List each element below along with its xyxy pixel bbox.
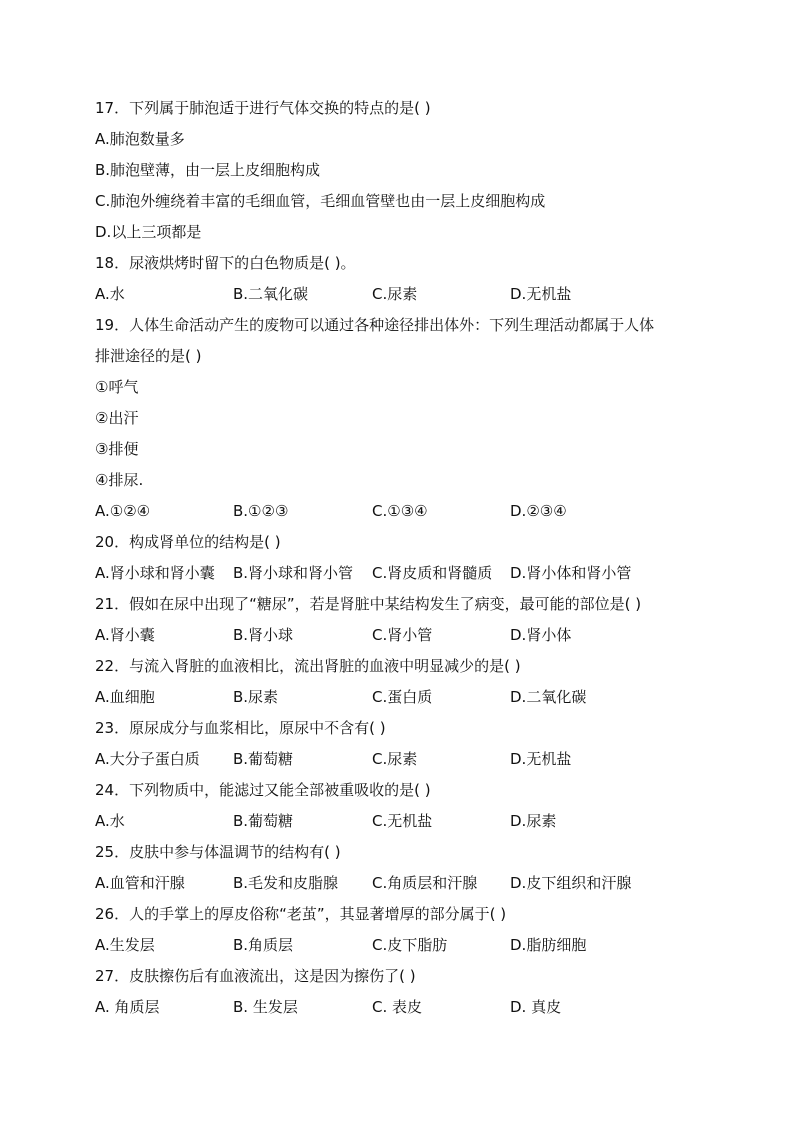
answer-option[interactable]: B.①②③ [233, 502, 289, 520]
answer-option[interactable]: B.肾小球和肾小管 [233, 564, 354, 582]
question-stem: 19．人体生命活动产生的废物可以通过各种途径排出体外：下列生理活动都属于人体 [95, 316, 655, 334]
answer-option[interactable]: D.无机盐 [510, 285, 572, 303]
question-stem: 21．假如在尿中出现了“糖尿”，若是肾脏中某结构发生了病变，最可能的部位是( ) [95, 595, 642, 613]
statement-item: ③排便 [95, 440, 139, 458]
answer-option[interactable]: A.生发层 [95, 936, 155, 954]
answer-option[interactable]: A.肺泡数量多 [95, 130, 185, 148]
answer-option[interactable]: C.①③④ [372, 502, 428, 520]
question-block [95, 713, 735, 775]
answer-option[interactable]: D.②③④ [510, 502, 567, 520]
answer-option[interactable]: B. 生发层 [233, 998, 298, 1016]
answer-option[interactable]: A. 角质层 [95, 998, 160, 1016]
question-block [95, 961, 735, 1023]
exam-page [95, 93, 735, 1023]
options-row [95, 868, 735, 899]
answer-option[interactable]: B.毛发和皮脂腺 [233, 874, 339, 892]
question-stem: 24．下列物质中，能滤过又能全部被重吸收的是( ) [95, 781, 431, 799]
options-row [95, 682, 735, 713]
answer-option[interactable]: D.皮下组织和汗腺 [510, 874, 632, 892]
answer-option[interactable]: D. 真皮 [510, 998, 562, 1016]
question-block [95, 248, 735, 310]
answer-option[interactable]: C. 表皮 [372, 998, 423, 1016]
options-row [95, 930, 735, 961]
question-stem: 排泄途径的是( ) [95, 347, 202, 365]
answer-option[interactable]: D.无机盐 [510, 750, 572, 768]
question-block [95, 589, 735, 651]
statement-item: ①呼气 [95, 378, 139, 396]
answer-option[interactable]: A.水 [95, 285, 125, 303]
answer-option[interactable]: A.水 [95, 812, 125, 830]
answer-option[interactable]: B.肾小球 [233, 626, 294, 644]
statement-item: ④排尿. [95, 471, 144, 489]
options-row [95, 806, 735, 837]
answer-option[interactable]: B.葡萄糖 [233, 750, 294, 768]
question-block [95, 93, 735, 248]
answer-option[interactable]: C.角质层和汗腺 [372, 874, 478, 892]
answer-option[interactable]: A.①②④ [95, 502, 151, 520]
answer-option[interactable]: A.肾小囊 [95, 626, 155, 644]
answer-option[interactable]: B.尿素 [233, 688, 279, 706]
answer-option[interactable]: A.血细胞 [95, 688, 155, 706]
options-row [95, 620, 735, 651]
question-block [95, 310, 735, 527]
answer-option[interactable]: A.肾小球和肾小囊 [95, 564, 215, 582]
answer-option[interactable]: D.肾小体 [510, 626, 572, 644]
answer-option[interactable]: B.角质层 [233, 936, 294, 954]
options-row [95, 558, 735, 589]
question-block [95, 899, 735, 961]
question-stem: 17．下列属于肺泡适于进行气体交换的特点的是( ) [95, 99, 431, 117]
answer-option[interactable]: C.皮下脂肪 [372, 936, 448, 954]
answer-option[interactable]: D.尿素 [510, 812, 557, 830]
answer-option[interactable]: C.无机盐 [372, 812, 433, 830]
question-stem: 20．构成肾单位的结构是( ) [95, 533, 281, 551]
answer-option[interactable]: C.蛋白质 [372, 688, 433, 706]
answer-option[interactable]: A.大分子蛋白质 [95, 750, 200, 768]
answer-option[interactable]: D.肾小体和肾小管 [510, 564, 632, 582]
question-block [95, 527, 735, 589]
options-row [95, 279, 735, 310]
question-block [95, 837, 735, 899]
question-stem: 26．人的手掌上的厚皮俗称“老茧”，其显著增厚的部分属于( ) [95, 905, 507, 923]
options-row [95, 992, 735, 1023]
answer-option[interactable]: C.尿素 [372, 285, 418, 303]
answer-option[interactable]: B.葡萄糖 [233, 812, 294, 830]
options-row [95, 744, 735, 775]
question-block [95, 775, 735, 837]
answer-option[interactable]: C.尿素 [372, 750, 418, 768]
question-stem: 27．皮肤擦伤后有血液流出，这是因为擦伤了( ) [95, 967, 416, 985]
options-row [95, 496, 735, 527]
question-stem: 22．与流入肾脏的血液相比，流出肾脏的血液中明显减少的是( ) [95, 657, 521, 675]
statement-item: ②出汗 [95, 409, 139, 427]
answer-option[interactable]: B.二氧化碳 [233, 285, 309, 303]
answer-option[interactable]: D.以上三项都是 [95, 223, 202, 241]
answer-option[interactable]: D.脂肪细胞 [510, 936, 587, 954]
answer-option[interactable]: D.二氧化碳 [510, 688, 587, 706]
question-block [95, 651, 735, 713]
answer-option[interactable]: B.肺泡壁薄，由一层上皮细胞构成 [95, 161, 321, 179]
question-stem: 18．尿液烘烤时留下的白色物质是( )。 [95, 254, 356, 272]
answer-option[interactable]: C.肺泡外缠绕着丰富的毛细血管，毛细血管壁也由一层上皮细胞构成 [95, 192, 546, 210]
answer-option[interactable]: C.肾小管 [372, 626, 433, 644]
answer-option[interactable]: C.肾皮质和肾髓质 [372, 564, 493, 582]
answer-option[interactable]: A.血管和汗腺 [95, 874, 185, 892]
question-stem: 25．皮肤中参与体温调节的结构有( ) [95, 843, 341, 861]
question-stem: 23．原尿成分与血浆相比，原尿中不含有( ) [95, 719, 386, 737]
